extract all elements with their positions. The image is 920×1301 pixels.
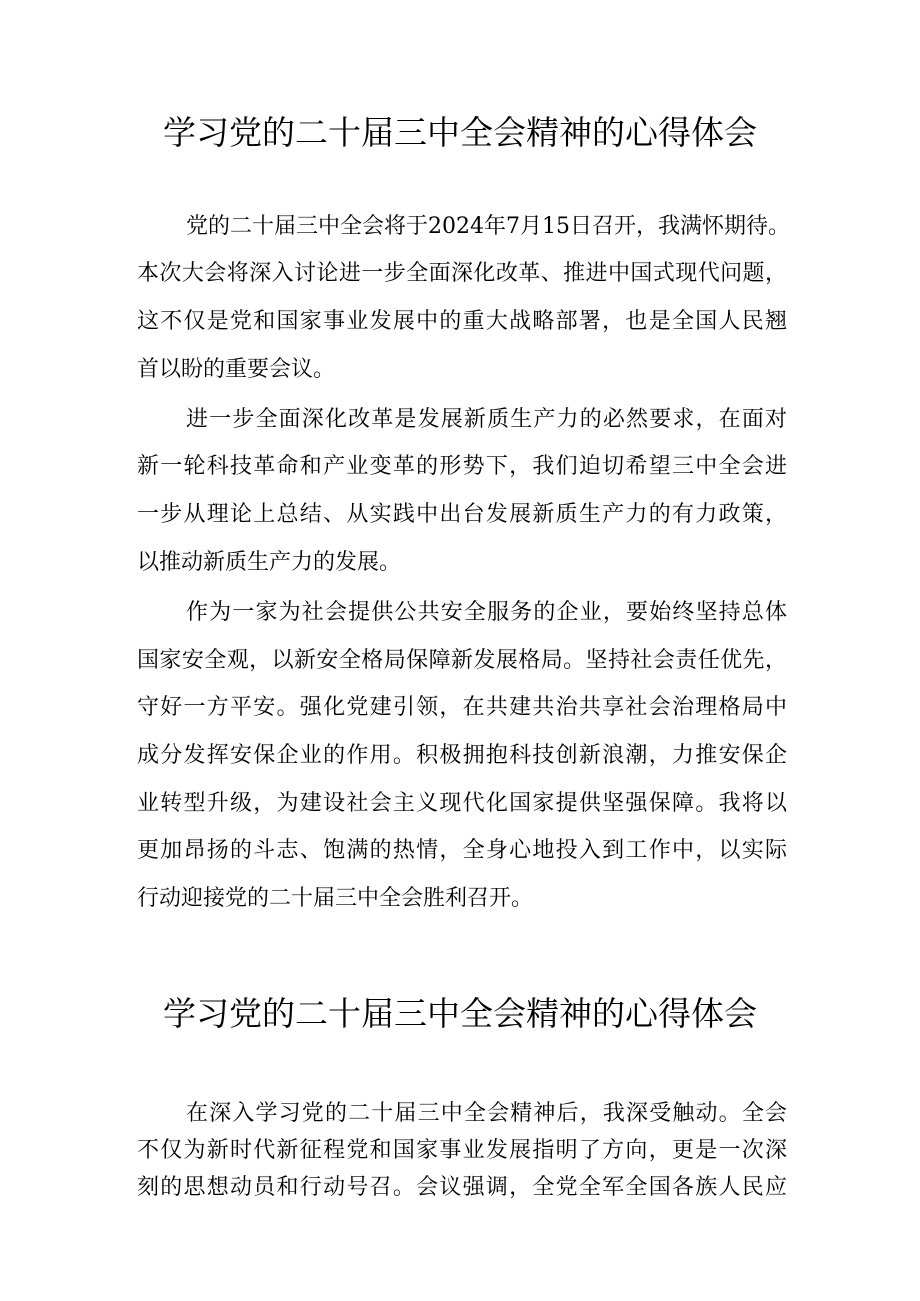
paragraph-line: 在深入学习党的二十届三中全会精神后，我深受触动。全会 xyxy=(186,1101,787,1126)
paragraph-line: 这不仅是党和国家事业发展中的重大战略部署，也是全国人民翘 xyxy=(137,309,787,334)
paragraph-line: 更加昂扬的斗志、饱满的热情，全身心地投入到工作中，以实际 xyxy=(137,838,787,863)
paragraph-line: 本次大会将深入讨论进一步全面深化改革、推进中国式现代问题， xyxy=(137,261,787,286)
paragraph-line: 进一步全面深化改革是发展新质生产力的必然要求，在面对 xyxy=(186,407,787,432)
paragraph-line: 一步从理论上总结、从实践中出台发展新质生产力的有力政策， xyxy=(137,502,787,527)
paragraph-line: 以推动新质生产力的发展。 xyxy=(137,550,402,575)
paragraph-line: 行动迎接党的二十届三中全会胜利召开。 xyxy=(137,886,534,911)
paragraph-line: 首以盼的重要会议。 xyxy=(137,357,336,382)
section-1-title: 学习党的二十届三中全会精神的心得体会 xyxy=(163,113,757,152)
paragraph-line: 新一轮科技革命和产业变革的形势下，我们迫切希望三中全会进 xyxy=(137,454,787,479)
paragraph-line: 刻的思想动员和行动号召。会议强调，全党全军全国各族人民应 xyxy=(137,1175,787,1200)
paragraph-line: 成分发挥安保企业的作用。积极拥抱科技创新浪潮，力推安保企 xyxy=(137,743,787,768)
section-2-title: 学习党的二十届三中全会精神的心得体会 xyxy=(163,994,757,1033)
paragraph-line: 作为一家为社会提供公共安全服务的企业，要始终坚持总体 xyxy=(186,600,787,625)
paragraph-line: 守好一方平安。强化党建引领，在共建共治共享社会治理格局中 xyxy=(137,695,787,720)
paragraph-line: 不仅为新时代新征程党和国家事业发展指明了方向，更是一次深 xyxy=(137,1138,787,1163)
paragraph-line: 国家安全观，以新安全格局保障新发展格局。坚持社会责任优先， xyxy=(137,648,787,673)
paragraph-line: 党的二十届三中全会将于2024年7月15日召开，我满怀期待。 xyxy=(186,214,790,239)
paragraph-line: 业转型升级，为建设社会主义现代化国家提供坚强保障。我将以 xyxy=(137,791,787,816)
